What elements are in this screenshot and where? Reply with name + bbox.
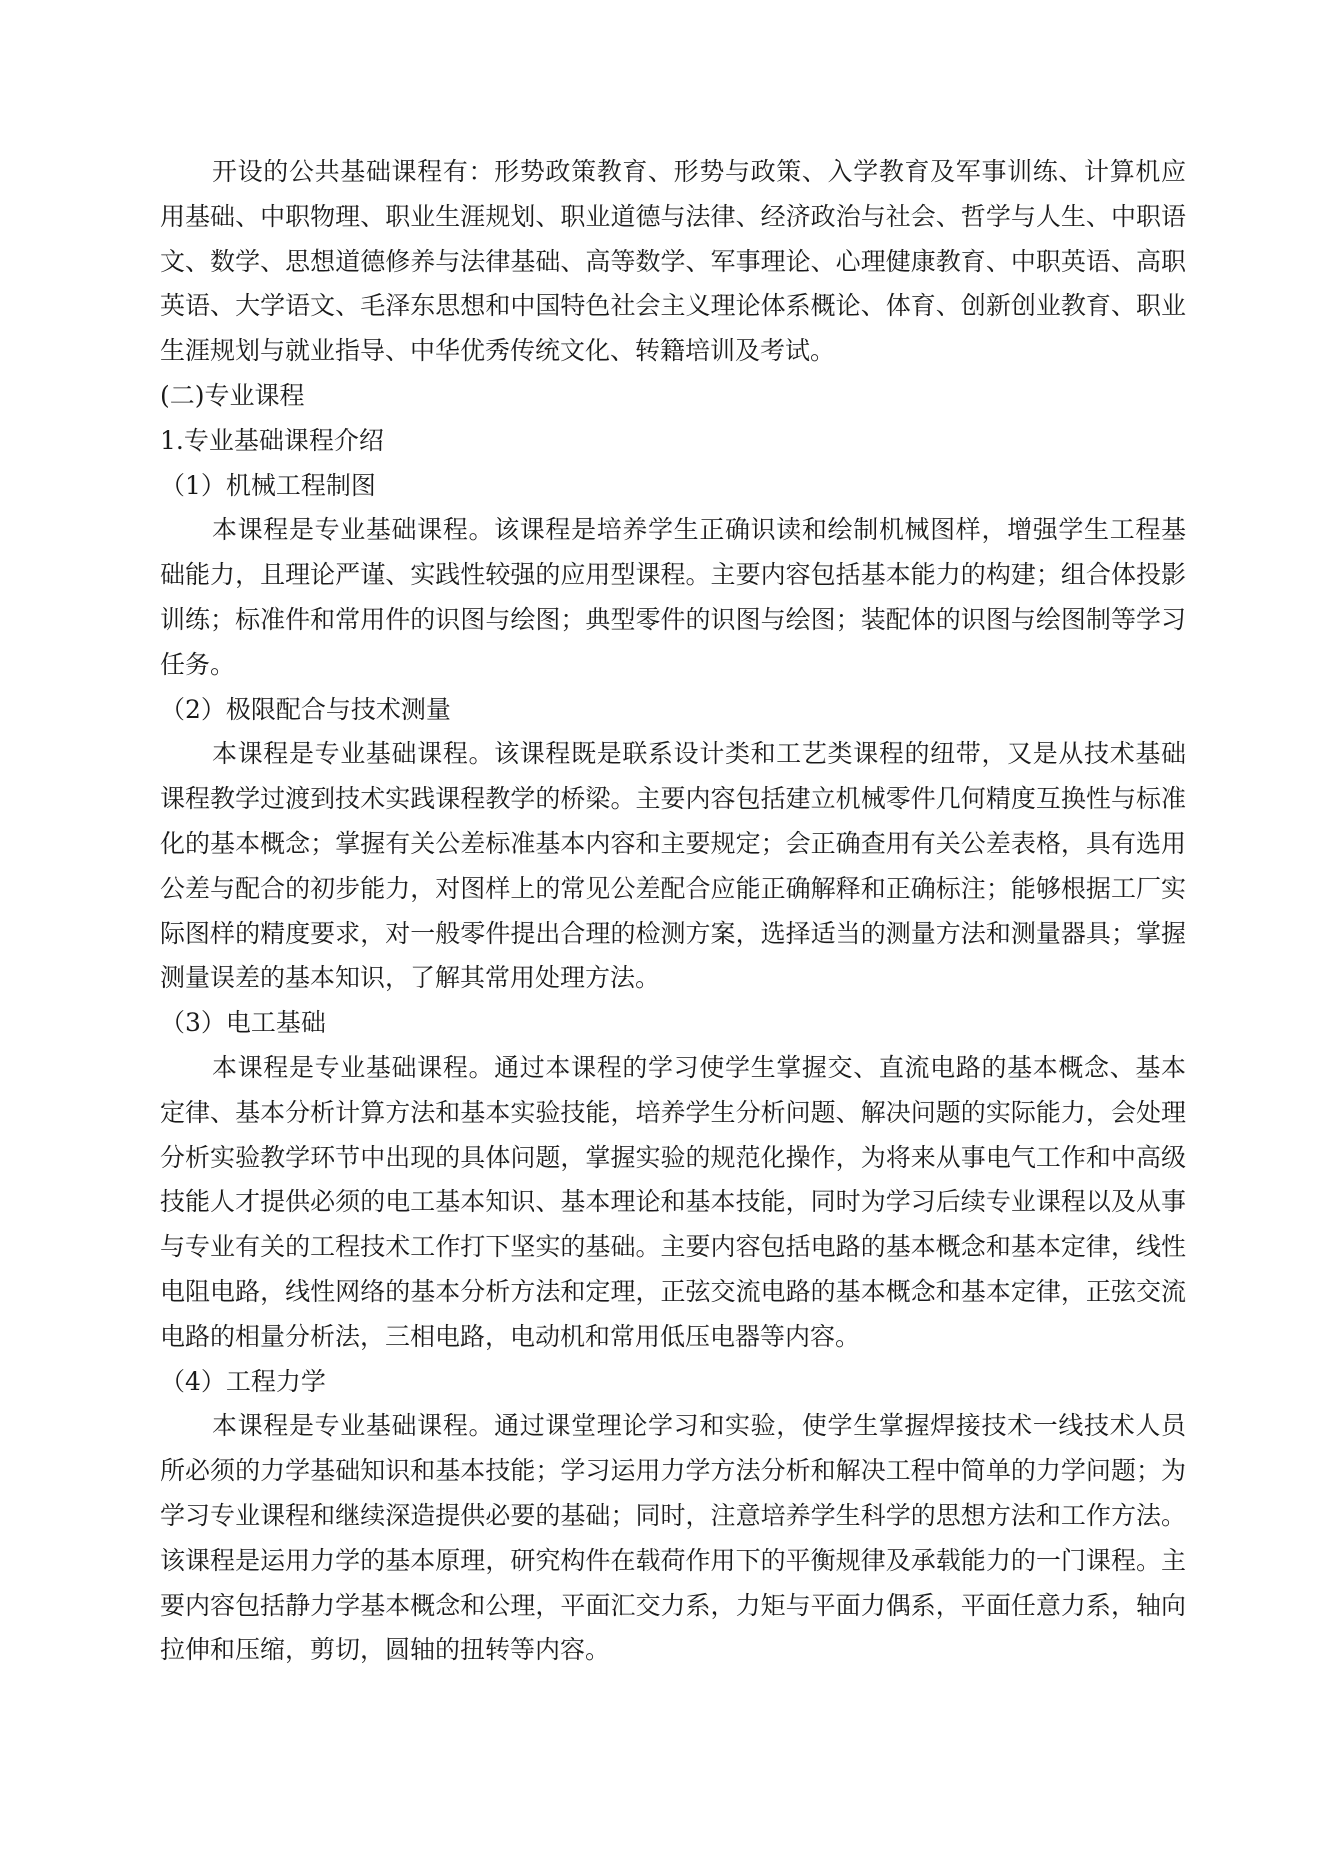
document-body [160, 150, 1186, 1673]
course-title-mechanical-drawing: （1）机械工程制图 [160, 470, 376, 500]
course-body-engineering-mechanics: 本课程是专业基础课程。通过课堂理论学习和实验，使学生掌握焊接技术一线技术人员所必须的力学基础知识和基本技能；学习运用力学方法分析和解决工程中简单的力学问题；为学习专业课程和继续深造提供必要的基础；同时，注意培养学生科学的思想方法和工作方法。该课程是运用力学的基本原理，研究构件在载荷作用下的平衡规律及承载能力的一门课程。主要内容包括静力学基本概念和公理，平面汇交力系，力矩与平面力偶系，平面任意力系，轴向拉伸和压缩，剪切，圆轴的扭转等内容。 [160, 1411, 1186, 1665]
course-title-electrical-basics: （3）电工基础 [160, 1008, 326, 1038]
public-courses-paragraph: 开设的公共基础课程有：形势政策教育、形势与政策、入学教育及军事训练、计算机应用基础、中职物理、职业生涯规划、职业道德与法律、经济政治与社会、哲学与人生、中职语文、数学、思想道德修养与法律基础、高等数学、军事理论、心理健康教育、中职英语、高职英语、大学语文、毛泽东思想和中国特色社会主义理论体系概论、体育、创新创业教育、职业生涯规划与就业指导、中华优秀传统文化、转籍培训及考试。 [160, 157, 1186, 366]
course-body-tolerance-measurement: 本课程是专业基础课程。该课程既是联系设计类和工艺类课程的纽带，又是从技术基础课程教学过渡到技术实践课程教学的桥梁。主要内容包括建立机械零件几何精度互换性与标准化的基本概念；掌握有关公差标准基本内容和主要规定；会正确查用有关公差表格，具有选用公差与配合的初步能力，对图样上的常见公差配合应能正确解释和正确标注；能够根据工厂实际图样的精度要求，对一般零件提出合理的检测方案，选择适当的测量方法和测量器具；掌握测量误差的基本知识，了解其常用处理方法。 [160, 739, 1186, 993]
section-heading-major-courses: (二)专业课程 [160, 380, 305, 410]
course-title-tolerance-measurement: （2）极限配合与技术测量 [160, 694, 451, 724]
course-title-engineering-mechanics: （4）工程力学 [160, 1366, 326, 1396]
subsection-heading-basic-courses: 1.专业基础课程介绍 [160, 425, 384, 455]
course-body-mechanical-drawing: 本课程是专业基础课程。该课程是培养学生正确识读和绘制机械图样，增强学生工程基础能力，且理论严谨、实践性较强的应用型课程。主要内容包括基本能力的构建；组合体投影训练；标准件和常用件的识图与绘图；典型零件的识图与绘图；装配体的识图与绘图制等学习任务。 [160, 515, 1186, 679]
course-body-electrical-basics: 本课程是专业基础课程。通过本课程的学习使学生掌握交、直流电路的基本概念、基本定律、基本分析计算方法和基本实验技能，培养学生分析问题、解决问题的实际能力，会处理分析实验教学环节中出现的具体问题，掌握实验的规范化操作，为将来从事电气工作和中高级技能人才提供必须的电工基本知识、基本理论和基本技能，同时为学习后续专业课程以及从事与专业有关的工程技术工作打下坚实的基础。主要内容包括电路的基本概念和基本定律，线性电阻电路，线性网络的基本分析方法和定理，正弦交流电路的基本概念和基本定律，正弦交流电路的相量分析法，三相电路，电动机和常用低压电器等内容。 [160, 1052, 1186, 1351]
